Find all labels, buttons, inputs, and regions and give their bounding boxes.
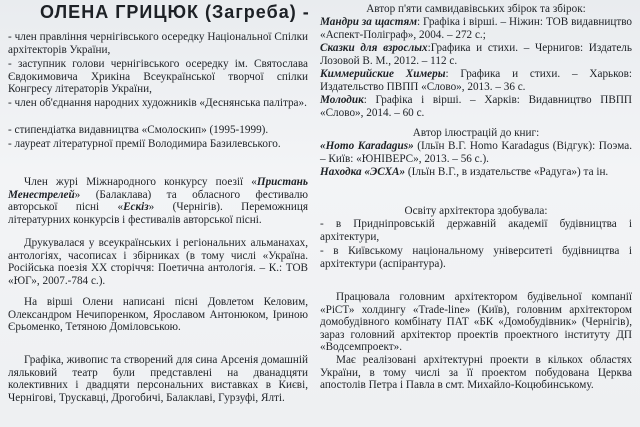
illustration-2-details: (Ільїн В.Г., в издательстве «Радуга») та ін.	[405, 166, 609, 178]
jury-text-2: » (Балаклава) та обласного фестивалю авторської пісні «	[8, 188, 308, 214]
bio-item-scholarship: - стипендіатка видавництва «Смолоскип» (1995-1999).	[8, 124, 269, 136]
book-2-title: Сказки для взрослых	[320, 42, 428, 54]
books-heading: Автор п'яти самвидавівських збірок та збірок:	[366, 3, 586, 15]
book-1-details: : Графіка і вірші. – Ніжин: ТОВ видавництво «Аспект-Поліграф», 2004. – 272 с.;	[320, 16, 633, 41]
book-4	[320, 94, 632, 119]
jury-festival-name: Пристань Менестрелей	[8, 176, 308, 201]
book-1-title: Мандри за щастям	[320, 16, 417, 28]
book-4-title: Молодик	[320, 94, 364, 106]
work-paragraph: Працювала головним архітектором будівельної компанії «РіСТ» холдингу «Trade-line» (Київ), головним архітектором домобудівного комбінату ПАТ «БК «Домобудівник» (Чернігів), зараз головний архітектор проектів проектного інституту ДП «Водсемпроект».	[320, 291, 632, 354]
book-4-details: : Графіка і вірші. – Харків: Видавництво ПВПП «Слово», 2014. – 60 с.	[320, 94, 632, 119]
book-3-title: Киммерийские Химеры	[320, 68, 446, 80]
illustration-1-title: «Homo Karadagus»	[320, 140, 414, 152]
jury-text-3: » (Чернігів). Переможниця літературних конкурсів і фестивалів авторської пісні.	[8, 201, 308, 226]
education-heading: Освіту архітектора здобувала:	[404, 205, 548, 217]
book-2-details: :Графика и стихи. – Чернигов: Издатель Лозовой В. М., 2012. – 112 с.	[320, 42, 632, 67]
illustration-2-title: Находка «ЭСХА»	[320, 166, 406, 178]
page-title: ОЛЕНА ГРИЦЮК (Загреба) -	[40, 2, 310, 22]
book-1	[320, 16, 632, 41]
education-item-1: - в Придніпровській державній академії будівництва і архітектури,	[320, 218, 632, 243]
bio-item-union: - член правління чернігівського осередку Національної Спілки архітекторів України,	[8, 31, 308, 56]
publications-paragraph: Друкувалася у всеукраїнських і регіональних альманахах, антологіях, часописах і збірниках (в тому числі «Україна. Російська поезія XX сторіччя: Поетична антологія. – К.: ТОВ «ЮГ», 2007.-784 с.).	[8, 237, 308, 287]
bio-item-deputy: - заступник голови чернігівського осередку ім. Святослава Євдокимовича Хрикіна Всеукраїнської творчої спілки Конгресу літераторів України,	[8, 58, 308, 96]
book-2	[320, 42, 632, 67]
book-3	[320, 68, 632, 93]
jury-text-1: Член журі Міжнародного конкурсу поезії «	[24, 176, 257, 188]
education-item-2: - в Київському національному університеті будівництва і архітектури (аспірантура).	[320, 245, 632, 270]
jury-paragraph	[8, 176, 308, 226]
bio-item-artists: - член об'єднання народних художників «Деснянська палітра».	[8, 97, 307, 109]
illustration-1-details: (Ільїн В.Г. Homo Karadagus (Відгук): Поэма. – Київ: «ЮНІВЕРС», 2013. – 56 с.).	[320, 140, 633, 165]
songs-paragraph: На вірші Олени написані пісні Довлетом Келовим, Олександром Нечипоренком, Ярославом Антонюком, Іриною Єрьоменко, Тетяною Доміловською.	[8, 296, 308, 334]
jury-eskiz-name: Ескіз	[123, 201, 149, 214]
illustrations-heading: Автор ілюстрацій до книг:	[412, 127, 540, 139]
exhibitions-paragraph: Графіка, живопис та створений для сина Арсенія домашній ляльковий театр були представлені на дванадцяти колективних і двадцяти персональних виставках в Києві, Чернігові, Трускавці, Дрогобичі, Балаклаві, Гурзуфі, Ялті.	[8, 354, 308, 404]
bio-item-laureate: - лауреат літературної премії Володимира Базилевського.	[8, 138, 281, 150]
book-3-details: : Графика и стихи. – Харьков: Издательство ПВПП «Слово», 2013. – 36 с.	[320, 68, 632, 93]
illustration-1	[320, 140, 632, 165]
illustration-2	[320, 166, 632, 179]
projects-paragraph: Має реалізовані архітектурні проекти в кількох областях України, в тому числі за її проектом побудована Церква апостолів Петра і Павла в смт. Михайло-Коцюбинському.	[320, 354, 632, 392]
